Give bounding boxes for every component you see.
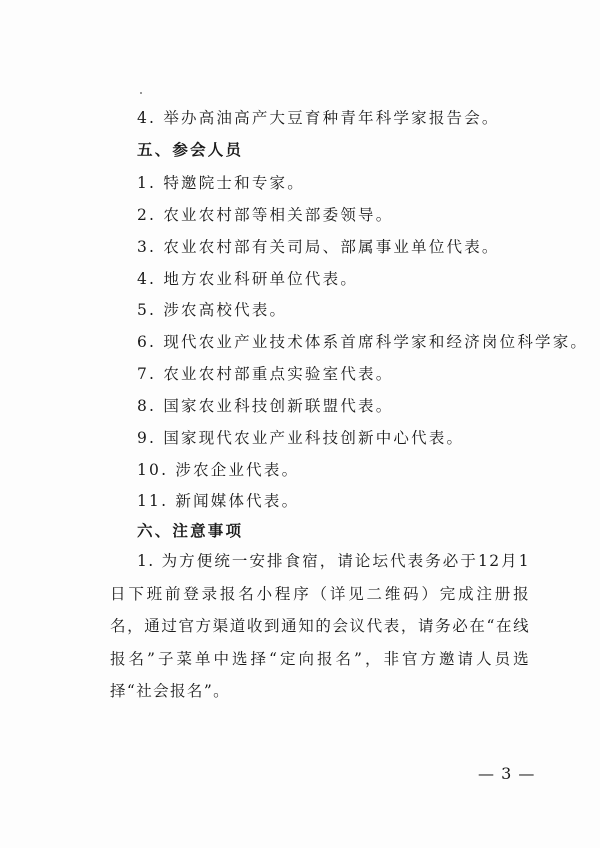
attendee-item-5: 5. 涉农高校代表。 bbox=[137, 301, 288, 319]
page-number: — 3 — bbox=[478, 764, 536, 783]
attendee-item-8: 8. 国家农业科技创新联盟代表。 bbox=[137, 397, 394, 415]
attendee-item-10: 10. 涉农企业代表。 bbox=[137, 461, 300, 479]
section-heading-notes: 六、注意事项 bbox=[137, 522, 244, 540]
attendee-item-6: 6. 现代农业产业技术体系首席科学家和经济岗位科学家。 bbox=[137, 333, 589, 351]
attendee-item-3: 3. 农业农村部有关司局、部属事业单位代表。 bbox=[137, 238, 500, 256]
list-item-prev-4: 4. 举办高油高产大豆育种青年科学家报告会。 bbox=[137, 109, 500, 127]
attendee-item-7: 7. 农业农村部重点实验室代表。 bbox=[137, 365, 394, 383]
notes-paragraph-1: 1. 为方便统一安排食宿，请论坛代表务必于12月1日下班前登录报名小程序（详见二维码）完成注册报名，通过官方渠道收到通知的会议代表，请务必在“在线报名”子菜单中选择“定向报名”，非官方邀请人员选择“社会报名”。 bbox=[110, 552, 530, 700]
attendee-item-11: 11. 新闻媒体代表。 bbox=[137, 492, 300, 510]
attendee-item-2: 2. 农业农村部等相关部委领导。 bbox=[137, 206, 394, 224]
attendee-item-1: 1. 特邀院士和专家。 bbox=[137, 174, 305, 192]
section-heading-attendees: 五、参会人员 bbox=[137, 141, 244, 159]
attendee-item-4: 4. 地方农业科研单位代表。 bbox=[137, 270, 359, 288]
attendee-item-9: 9. 国家现代农业产业科技创新中心代表。 bbox=[137, 429, 465, 447]
scan-speck bbox=[140, 92, 142, 94]
